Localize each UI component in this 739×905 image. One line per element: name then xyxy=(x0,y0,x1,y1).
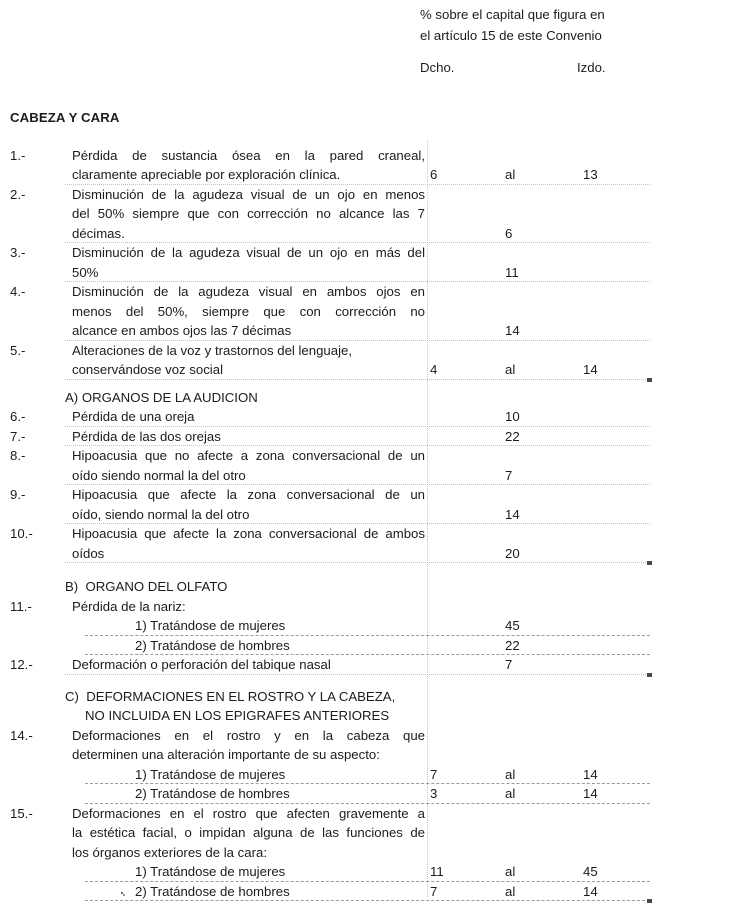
subheader-line: B) ORGANO DEL OLFATO xyxy=(65,579,228,594)
value-low: 3 xyxy=(430,786,438,801)
item-description xyxy=(72,146,425,185)
description-line: claramente apreciable por exploración clínica. xyxy=(72,167,341,182)
item-description xyxy=(72,485,425,524)
item-description xyxy=(72,726,425,765)
table-row xyxy=(0,446,739,485)
capital-note-line1: % sobre el capital que figura en xyxy=(420,7,605,22)
value-mid: 14 xyxy=(505,323,520,338)
item-number: 8.- xyxy=(10,448,26,463)
table-row xyxy=(0,427,739,447)
table-row xyxy=(0,804,739,863)
description-line: Pérdida de una oreja xyxy=(72,409,195,424)
item-number: 11.- xyxy=(10,598,32,614)
subheader-line: C) DEFORMACIONES EN EL ROSTRO Y LA CABEZA, xyxy=(65,688,396,704)
item-number: 4.- xyxy=(10,284,26,299)
description-line: oído siendo normal la del otro xyxy=(72,467,246,483)
sub-item-label: 1) Tratándose de mujeres xyxy=(135,864,286,879)
row-border xyxy=(65,562,650,563)
table-row xyxy=(0,146,739,185)
sub-item-row xyxy=(0,765,739,785)
table-row xyxy=(0,524,739,563)
sub-item-row xyxy=(0,636,739,656)
description-line: 50% xyxy=(72,264,99,280)
sub-item-row xyxy=(0,616,739,636)
description-line: Pérdida de sustancia ósea en la pared craneal, xyxy=(72,147,425,163)
row-border xyxy=(65,674,650,675)
item-number: 12.- xyxy=(10,657,33,672)
value-mid: al xyxy=(505,883,516,899)
value-mid: al xyxy=(505,766,516,782)
value-mid: al xyxy=(505,864,516,879)
col-header-izdo: Izdo. xyxy=(577,60,606,75)
border-end-cap xyxy=(647,378,652,382)
item-number: 3.- xyxy=(10,245,26,260)
sub-item-row xyxy=(0,882,739,902)
description-line: Disminución de la agudeza visual en ambos ojos en xyxy=(72,284,425,299)
sub-item-label: 2) Tratándose de hombres xyxy=(135,883,290,899)
description-line: los órganos exteriores de la cara: xyxy=(72,844,267,860)
item-description xyxy=(72,341,425,380)
description-line: del 50% siempre que con corrección no alcance las 7 xyxy=(72,206,425,221)
column-headers xyxy=(420,60,680,80)
description-line: Hipoacusia que afecte la zona conversacional de un xyxy=(72,487,425,502)
value-high: 45 xyxy=(583,864,598,879)
items-table xyxy=(0,108,739,901)
sub-item-label: 1) Tratándose de mujeres xyxy=(135,766,286,782)
description-line: Deformaciones en el rostro que afecten gravemente a xyxy=(72,805,425,821)
item-description xyxy=(72,282,425,341)
section-subheader xyxy=(0,388,739,408)
value-high: 14 xyxy=(583,786,598,801)
sub-item-row xyxy=(0,862,739,882)
value-mid: al xyxy=(505,362,516,377)
capital-note-line2: el artículo 15 de este Convenio xyxy=(420,28,602,43)
value-low: 7 xyxy=(430,766,438,782)
value-mid: 7 xyxy=(505,657,513,672)
table-row xyxy=(0,407,739,427)
value-mid: 22 xyxy=(505,637,520,653)
item-number: 7.- xyxy=(10,428,26,444)
row-border xyxy=(65,379,650,380)
subheader-line: NO INCLUIDA EN LOS EPIGRAFES ANTERIORES xyxy=(85,708,390,723)
section-subheader xyxy=(0,577,739,597)
border-end-cap xyxy=(647,673,652,677)
item-number: 1.- xyxy=(10,147,26,163)
value-low: 7 xyxy=(430,883,438,899)
table-row xyxy=(0,185,739,244)
border-end-cap xyxy=(647,561,652,565)
value-high: 13 xyxy=(583,167,598,182)
table-row xyxy=(0,655,739,675)
description-line: la estética facial, o impidan alguna de las funciones de xyxy=(72,825,425,840)
description-line: Disminución de la agudeza visual de un ojo en más del xyxy=(72,245,425,260)
table-row xyxy=(0,341,739,380)
value-mid: al xyxy=(505,786,516,801)
table-row xyxy=(0,597,739,617)
value-low: 6 xyxy=(430,167,438,182)
table-row xyxy=(0,282,739,341)
description-line: Pérdida de las dos orejas xyxy=(72,428,221,444)
item-description xyxy=(72,804,425,863)
value-high: 14 xyxy=(583,883,598,899)
value-mid: 22 xyxy=(505,428,520,444)
value-high: 14 xyxy=(583,362,598,377)
item-number: 15.- xyxy=(10,805,33,821)
table-rows xyxy=(0,146,739,902)
section-gap xyxy=(0,675,739,687)
col-header-dcho: Dcho. xyxy=(420,60,455,75)
value-mid: 14 xyxy=(505,506,520,522)
value-mid: al xyxy=(505,167,516,182)
sub-item-label: 2) Tratándose de hombres xyxy=(135,637,290,653)
sub-item-row xyxy=(0,784,739,804)
item-description xyxy=(72,407,425,427)
item-number: 2.- xyxy=(10,186,26,202)
item-description xyxy=(72,597,425,617)
section-subheader xyxy=(0,687,739,726)
value-low: 11 xyxy=(430,864,444,879)
row-border xyxy=(85,900,650,901)
description-line: Disminución de la agudeza visual de un ojo en menos xyxy=(72,186,425,202)
description-line: determinen una alteración importante de su aspecto: xyxy=(72,747,380,762)
subheader-line: A) ORGANOS DE LA AUDICION xyxy=(65,389,258,405)
border-end-cap xyxy=(647,899,652,903)
value-mid: 11 xyxy=(505,264,519,280)
value-high: 14 xyxy=(583,766,598,782)
value-mid: 20 xyxy=(505,545,520,561)
item-description xyxy=(72,427,425,447)
description-line: Deformación o perforación del tabique nasal xyxy=(72,657,331,672)
description-line: décimas. xyxy=(72,225,125,241)
sub-item-label: 2) Tratándose de hombres xyxy=(135,786,290,801)
item-number: 5.- xyxy=(10,342,26,358)
item-number: 9.- xyxy=(10,487,26,502)
description-line: Hipoacusia que afecte la zona conversacional de ambos xyxy=(72,526,425,541)
value-mid: 45 xyxy=(505,618,520,633)
description-line: Deformaciones en el rostro y en la cabeza que xyxy=(72,727,425,743)
sub-item-label: 1) Tratándose de mujeres xyxy=(135,618,286,633)
table-row xyxy=(0,485,739,524)
section-title: CABEZA Y CARA xyxy=(10,110,120,125)
description-line: Alteraciones de la voz y trastornos del lenguaje, xyxy=(72,342,353,358)
section-gap xyxy=(0,380,739,388)
value-mid: 6 xyxy=(505,225,513,241)
item-description xyxy=(72,524,425,563)
item-description xyxy=(72,243,425,282)
item-description xyxy=(72,446,425,485)
item-number: 10.- xyxy=(10,526,33,541)
item-description xyxy=(72,655,425,675)
item-number: 6.- xyxy=(10,409,26,424)
value-mid: 7 xyxy=(505,467,513,483)
description-line: oídos xyxy=(72,545,105,561)
item-number: 14.- xyxy=(10,727,33,743)
item-description xyxy=(72,185,425,244)
description-line: Pérdida de la nariz: xyxy=(72,598,186,614)
table-row xyxy=(0,726,739,765)
description-line: Hipoacusia que no afecte a zona conversacional de un xyxy=(72,448,425,463)
description-line: conservándose voz social xyxy=(72,362,224,377)
description-line: alcance en ambos ojos las 7 décimas xyxy=(72,323,292,338)
color-speck-artifact xyxy=(120,892,126,897)
capital-note xyxy=(420,4,605,46)
value-low: 4 xyxy=(430,362,438,377)
value-mid: 10 xyxy=(505,409,520,424)
table-row xyxy=(0,243,739,282)
section-gap xyxy=(0,563,739,577)
description-line: menos del 50%, siempre que con corrección no xyxy=(72,303,425,319)
description-line: oído, siendo normal la del otro xyxy=(72,506,250,522)
